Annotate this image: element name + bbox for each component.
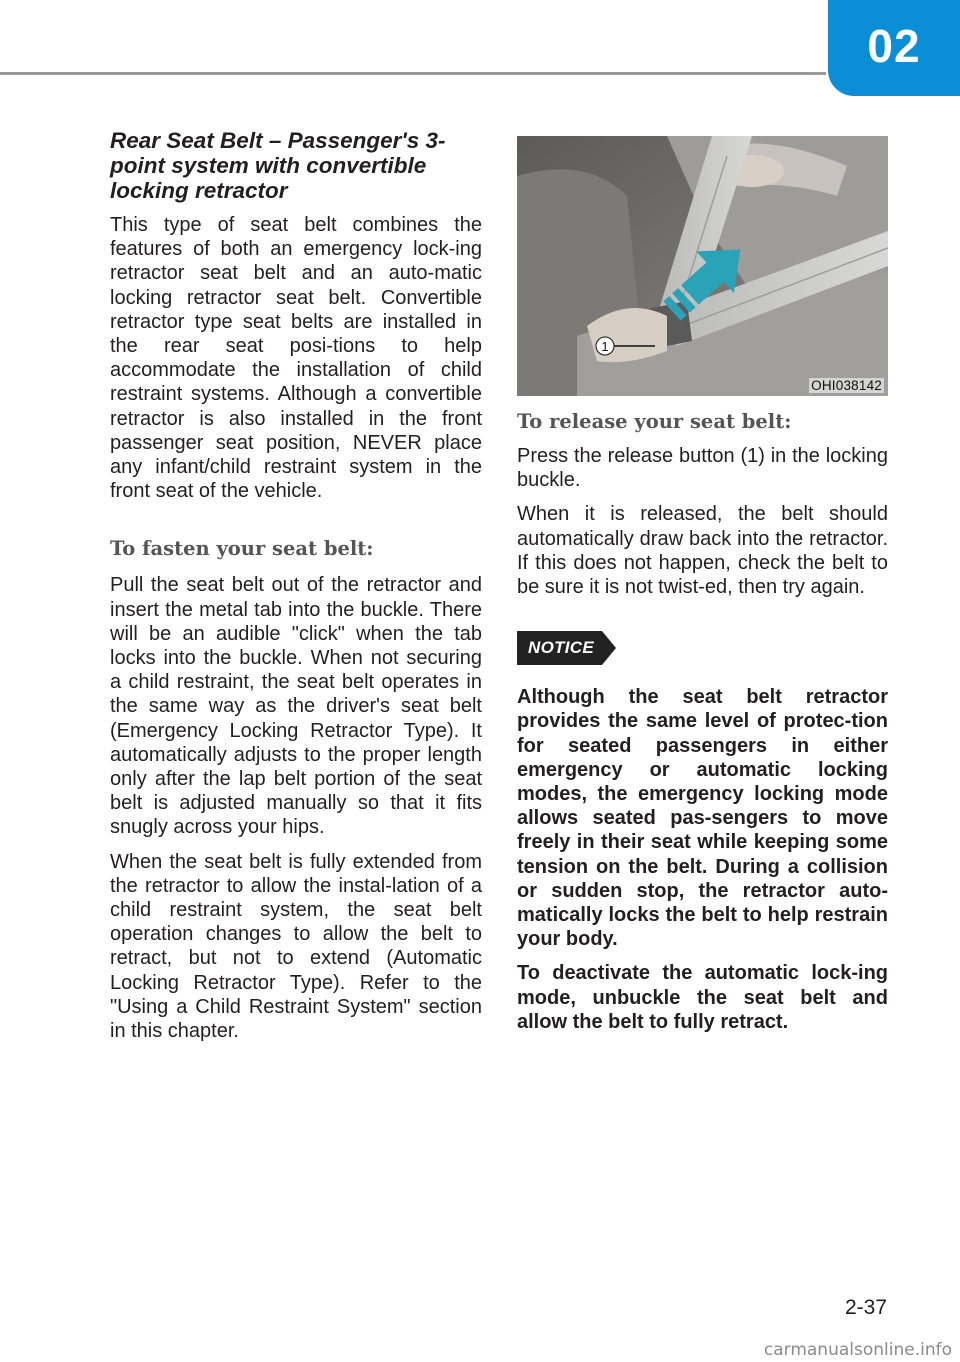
- callout-number: 1: [601, 339, 609, 354]
- release-heading: To release your seat belt:: [517, 410, 792, 433]
- fasten-heading: To fasten your seat belt:: [110, 537, 374, 561]
- page-number: 2-37: [844, 1296, 887, 1319]
- intro-paragraph: This type of seat belt combines the features of both an emergency lock-ing retractor seat belt and an auto-matic locking retractor seat belt. Convertible retractor type seat belts are installed in the rear seat posi-tions to help accommodate the installation of child restraint systems. Although a convertible retractor is also installed in the front passenger seat position, NEVER place any infant/child restraint system in the front seat of the vehicle.: [110, 214, 482, 503]
- right-column: [517, 136, 888, 1044]
- seat-belt-release-illustration: [517, 136, 888, 396]
- seat-belt-photo-drawing: [517, 136, 888, 396]
- figure-code: OHI038142: [811, 378, 882, 393]
- header-rule: [0, 72, 826, 75]
- chapter-tab: [828, 0, 960, 96]
- notice-paragraph-1: Although the seat belt retractor provides the same level of protec-tion for seated passengers in either emergency or automatic locking modes, the emergency locking mode allows seated pas-sengers to move freely in their seat while keeping some tension on the belt. During a collision or sudden stop, the retractor auto-matically locks the belt to help restrain your body.: [517, 686, 888, 951]
- left-column: [110, 128, 482, 1053]
- release-paragraph-2: When it is released, the belt should automatically draw back into the retractor. If this does not happen, check the belt to be sure it is not twist-ed, then try again.: [517, 503, 888, 599]
- fasten-paragraph-1: Pull the seat belt out of the retractor and insert the metal tab into the buckle. There will be an audible "click" when the tab locks into the buckle. When not securing a child restraint, the seat belt operates in the same way as the driver's seat belt (Emergency Locking Retractor Type). It automatically adjusts to the proper length only after the lap belt portion of the seat belt is adjusted manually so that it fits snugly across your hips.: [110, 574, 482, 839]
- release-paragraph-1: Press the release button (1) in the locking buckle.: [517, 445, 888, 492]
- notice-badge: NOTICE: [517, 631, 602, 665]
- fasten-paragraph-2: When the seat belt is fully extended from the retractor to allow the instal-lation of a child restraint system, the seat belt operation changes to allow the belt to retract, but not to extend (Automatic Locking Retractor Type). Refer to the "Using a Child Restraint System" section in this chapter.: [110, 850, 482, 1043]
- notice-paragraph-2: To deactivate the automatic lock-ing mode, unbuckle the seat belt and allow the belt to fully retract.: [517, 962, 888, 1033]
- section-heading: Rear Seat Belt – Passenger's 3-point system with convertible locking retractor: [110, 128, 446, 203]
- chapter-number: 02: [867, 20, 921, 72]
- watermark: carmanualsonline.info: [763, 1340, 952, 1360]
